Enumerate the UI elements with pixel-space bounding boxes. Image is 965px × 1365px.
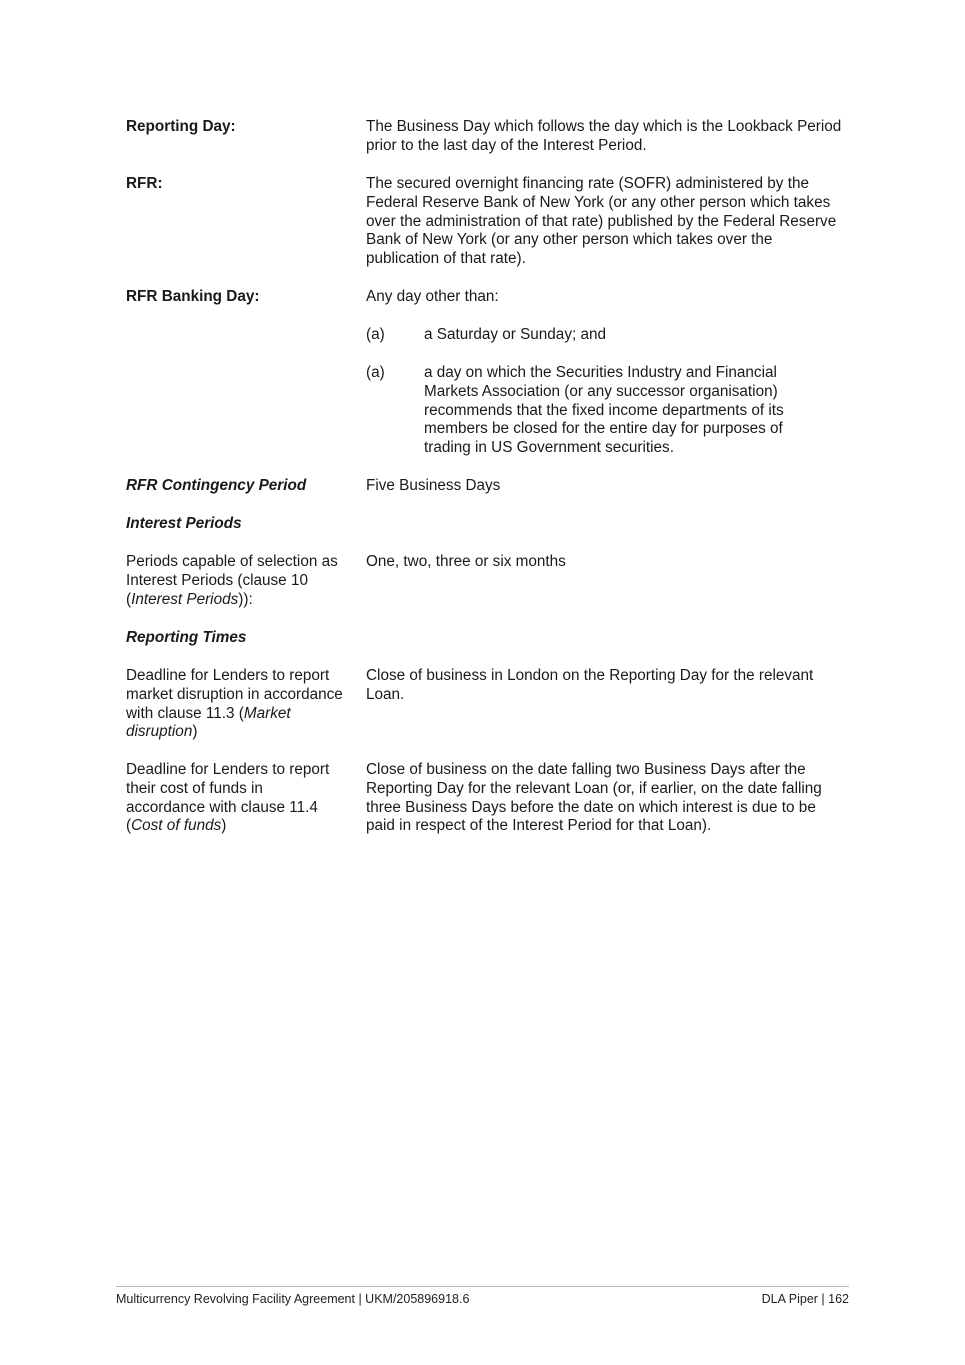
term-rfr-banking-day: RFR Banking Day: bbox=[126, 288, 260, 305]
definition-text-rfr-contingency-period: Five Business Days bbox=[366, 477, 501, 494]
list-item-label: (a) bbox=[366, 326, 385, 343]
definition-text-reporting-day: The Business Day which follows the day which is the Lookback Period prior to the last day of the Interest Period. bbox=[366, 118, 842, 154]
term-market-disruption-deadline: Deadline for Lenders to report market disruption in accordance with clause 11.3 (Market disruption) bbox=[126, 667, 343, 741]
list-item-text: a day on which the Securities Industry and Financial Markets Association (or any successor organisation) recommends that the fixed income departments of its members be closed for the entire day for purposes of trading in US Government securities. bbox=[424, 364, 784, 457]
footer-document-reference: Multicurrency Revolving Facility Agreement | UKM/205896918.6 bbox=[116, 1292, 470, 1306]
term-reporting-day: Reporting Day: bbox=[126, 118, 236, 135]
term-cost-of-funds-deadline: Deadline for Lenders to report their cost of funds in accordance with clause 11.4 (Cost of funds) bbox=[126, 761, 330, 835]
term-interest-period-selection: Periods capable of selection as Interest Periods (clause 10 (Interest Periods)): bbox=[126, 553, 338, 608]
list-item-text: a Saturday or Sunday; and bbox=[424, 326, 606, 343]
definition-text-rfr: The secured overnight financing rate (SOFR) administered by the Federal Reserve Bank of New York (or any other person which takes over the administration of that rate) published by the Federal Reserve Bank of New York (or any other person which takes over the publication of that rate). bbox=[366, 175, 837, 268]
list-item-label: (a) bbox=[366, 364, 385, 381]
term-rfr-contingency-period: RFR Contingency Period bbox=[126, 477, 307, 494]
heading-interest-periods: Interest Periods bbox=[126, 515, 242, 532]
footer-divider bbox=[116, 1286, 849, 1287]
term-rfr: RFR: bbox=[126, 175, 163, 192]
definition-text-cost-of-funds-deadline: Close of business on the date falling two Business Days after the Reporting Day for the relevant Loan (or, if earlier, on the date falling three Business Days before the date on which interest is due to be paid in respect of the Interest Period for that Loan). bbox=[366, 761, 822, 835]
heading-reporting-times: Reporting Times bbox=[126, 629, 247, 646]
definition-text-market-disruption-deadline: Close of business in London on the Reporting Day for the relevant Loan. bbox=[366, 667, 814, 703]
footer-page-number: DLA Piper | 162 bbox=[761, 1292, 849, 1306]
definition-intro-rfr-banking-day: Any day other than: bbox=[366, 288, 499, 305]
definition-text-interest-period-selection: One, two, three or six months bbox=[366, 553, 566, 570]
